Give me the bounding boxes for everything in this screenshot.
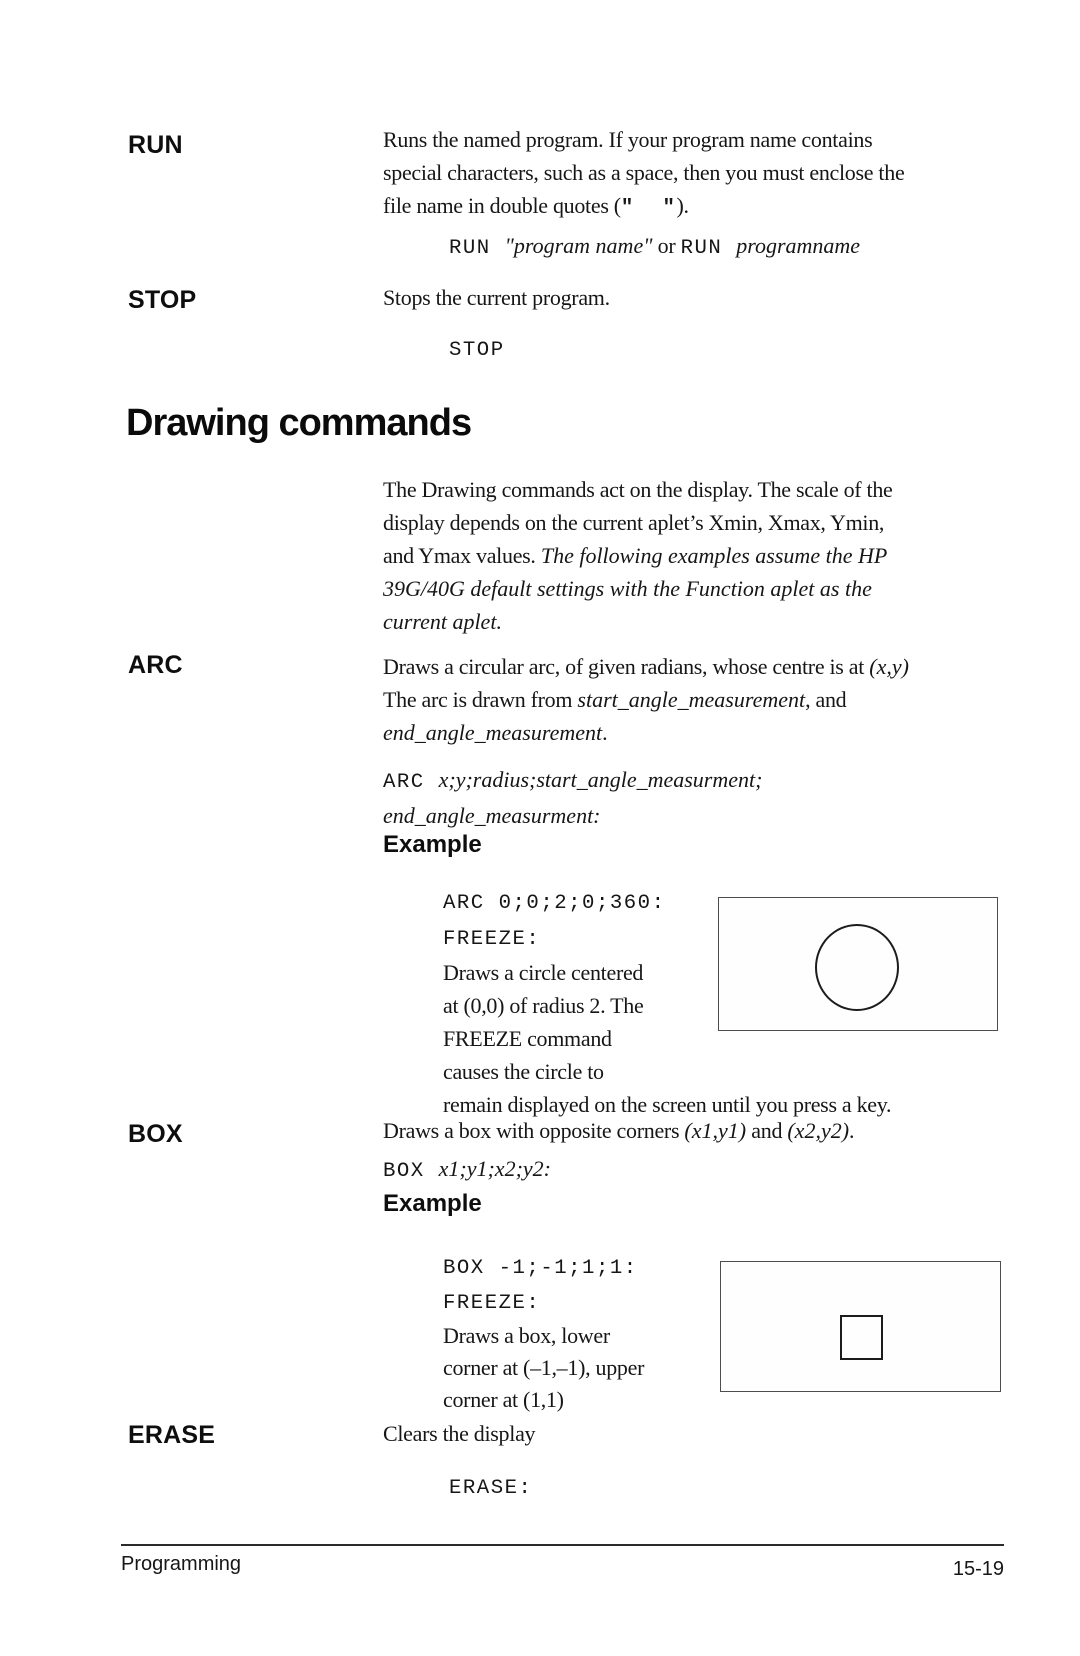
text-line: Clears the display [383, 1421, 536, 1446]
text-line: at (0,0) of radius 2. The [443, 993, 644, 1018]
arc-description [383, 650, 1013, 749]
command-label-run: RUN [128, 131, 183, 159]
drawing-intro [383, 473, 993, 638]
example-heading: Example [383, 831, 482, 858]
text-line: Draws a box, lower [443, 1323, 610, 1348]
text-line: Runs the named program. If your program name contains [383, 127, 873, 152]
arc-display-figure [718, 897, 998, 1031]
command-label-stop: STOP [128, 286, 197, 314]
box-description [383, 1114, 1003, 1147]
text-line: Draws a circle centered [443, 960, 644, 985]
text-line: The arc is drawn from start_angle_measurement, and [383, 687, 847, 712]
box-example [443, 1250, 713, 1416]
command-label-erase: ERASE [128, 1421, 216, 1449]
box-display-figure [720, 1261, 1001, 1392]
text-line: current aplet. [383, 609, 502, 634]
text-line: causes the circle to [443, 1059, 604, 1084]
section-heading-drawing-commands: Drawing commands [126, 402, 472, 444]
erase-code [449, 1469, 532, 1505]
text-line: end_angle_measurement. [383, 720, 608, 745]
code-line: RUN "program name" or RUN programname [449, 233, 861, 260]
text-line: special characters, such as a space, then you must enclose the [383, 160, 905, 185]
code-line: BOX -1;-1;1;1: [443, 1257, 638, 1280]
code-line: BOX x1;y1;x2;y2: [383, 1156, 551, 1183]
code-line: end_angle_measurment: [383, 803, 601, 828]
text-line: Draws a box with opposite corners (x1,y1) and (x2,y2). [383, 1118, 855, 1143]
text-line: and Ymax values. The following examples assume the HP [383, 543, 888, 568]
run-description [383, 123, 983, 225]
erase-description [383, 1417, 535, 1450]
code-line: FREEZE: [443, 928, 541, 951]
command-label-box: BOX [128, 1120, 183, 1148]
run-code [449, 229, 860, 265]
text-line: 39G/40G default settings with the Function aplet as the [383, 576, 872, 601]
text-line: corner at (1,1) [443, 1387, 564, 1412]
footer-page-number: 15-19 [952, 1558, 1004, 1580]
box-syntax [383, 1152, 551, 1188]
arc-syntax [383, 763, 762, 832]
text-line: Draws a circular arc, of given radians, whose centre is at (x,y) [383, 654, 909, 679]
command-label-arc: ARC [128, 651, 183, 679]
code-line: ARC 0;0;2;0;360: [443, 892, 666, 915]
code-line: STOP [449, 339, 505, 362]
footer-chapter-title: Programming [121, 1553, 242, 1575]
text-line: file name in double quotes (" "). [383, 193, 689, 220]
footer-rule [121, 1544, 1004, 1546]
text-line: FREEZE command [443, 1026, 612, 1051]
text-line: remain displayed on the screen until you press a key. [443, 1092, 892, 1117]
text-line: The Drawing commands act on the display. The scale of the [383, 477, 893, 502]
circle-drawing [815, 924, 899, 1011]
stop-code [449, 331, 505, 367]
text-line: Stops the current program. [383, 285, 610, 310]
code-line: ERASE: [449, 1477, 533, 1500]
code-line: FREEZE: [443, 1292, 541, 1315]
example-heading: Example [383, 1190, 482, 1217]
stop-description [383, 281, 610, 314]
text-line: corner at (–1,–1), upper [443, 1355, 645, 1380]
text-line: display depends on the current aplet’s Xmin, Xmax, Ymin, [383, 510, 885, 535]
code-line: ARC x;y;radius;start_angle_measurment; [383, 767, 763, 794]
box-drawing [840, 1315, 883, 1360]
